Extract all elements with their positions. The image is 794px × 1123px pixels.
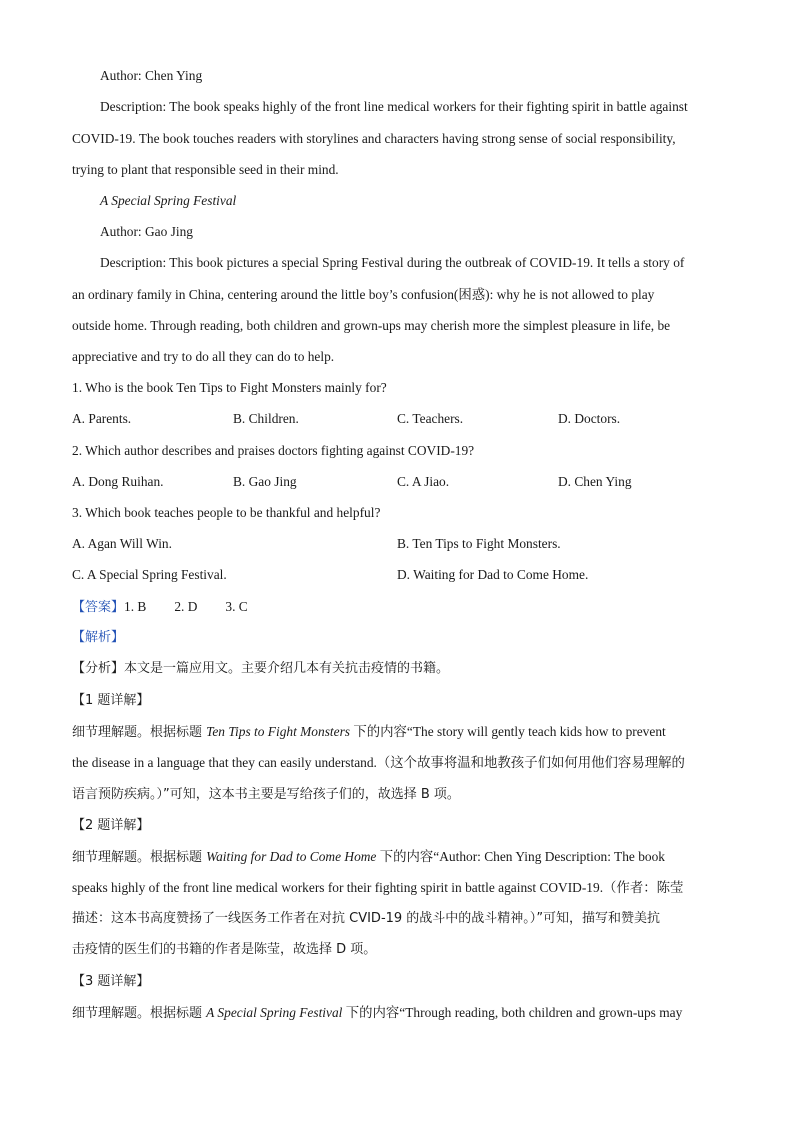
q3-option-d: D. Waiting for Dad to Come Home. [397,567,589,582]
q1-option-d: D. Doctors. [558,411,621,426]
q1-detail-heading: 【1 题详解】 [72,693,150,708]
book3-desc-line-4: appreciative and try to do all they can do to help. [72,349,335,364]
q2-option-d: D. Chen Ying [558,474,632,489]
q1-detail-intro: 细节理解题。根据标题 [72,725,207,740]
book2-desc-line-1: Description: The book speaks highly of the front line medical workers for their fighting spirit in battle against [100,99,688,114]
q1-detail-line-1 [72,723,666,742]
book3-title: A Special Spring Festival [100,193,237,208]
question-2-stem: 2. Which author describes and praises doctors fighting against COVID-19? [72,443,475,458]
question-1-stem: 1. Who is the book Ten Tips to Fight Monsters mainly for? [72,380,387,395]
answer-2: 2. D [174,599,198,614]
summary-line [72,660,449,678]
q3-detail-line-1 [72,1004,682,1023]
q1-detail-line-2: the disease in a language that they can easily understand.（这个故事将温和地教孩子们如何用他们容易理解的 [72,755,685,770]
q1-detail-book-title: Ten Tips to Fight Monsters [206,724,350,739]
q2-detail-book-title: Waiting for Dad to Come Home [206,849,377,864]
answer-line [72,598,248,617]
q2-detail-line-1 [72,848,665,867]
q1-detail-quote-start: 下的内容“The story will gently teach kids how to prevent [350,724,666,739]
q3-option-a: A. Agan Will Win. [72,536,172,551]
answer-label: 【答案】 [72,600,125,615]
summary-text: 本文是一篇应用文。主要介绍几本有关抗击疫情的书籍。 [124,661,450,676]
q3-option-c: C. A Special Spring Festival. [72,567,227,582]
q2-detail-quote-start: 下的内容“Author: Chen Ying Description: The book [376,849,665,864]
q3-option-b: B. Ten Tips to Fight Monsters. [397,536,561,551]
q2-detail-heading: 【2 题详解】 [72,818,150,833]
book2-desc-line-3: trying to plant that responsible seed in their mind. [72,162,339,177]
q2-option-c: C. A Jiao. [397,474,450,489]
q1-option-a: A. Parents. [72,411,132,426]
q3-detail-intro: 细节理解题。根据标题 [72,1006,207,1021]
q2-detail-line-4: 击疫情的医生们的书籍的作者是陈莹，故选择 D 项。 [72,942,377,957]
q2-detail-intro: 细节理解题。根据标题 [72,850,207,865]
q2-detail-line-3: 描述：这本书高度赞扬了一线医务工作者在对抗 CVID-19 的战斗中的战斗精神。）”可知，描写和赞美抗 [72,911,661,926]
analysis-label: 【解析】 [72,630,125,645]
q1-option-b: B. Children. [233,411,299,426]
answer-1: 1. B [124,599,147,614]
q2-option-b: B. Gao Jing [233,474,297,489]
book3-desc-line-3: outside home. Through reading, both children and grown-ups may cherish more the simplest pleasure in life, be [72,318,671,333]
book3-desc-line-2: an ordinary family in China, centering around the little boy’s confusion(困惑): why he is not allowed to play [72,287,655,302]
q3-detail-quote-start: 下的内容“Through reading, both children and grown-ups may [342,1005,683,1020]
q1-option-c: C. Teachers. [397,411,464,426]
book3-desc-line-1: Description: This book pictures a special Spring Festival during the outbreak of COVID-19. It tells a story of [100,255,685,270]
q1-detail-line-3: 语言预防疾病。）”可知，这本书主要是写给孩子们的，故选择 B 项。 [72,787,460,802]
q3-detail-heading: 【3 题详解】 [72,974,150,989]
question-3-stem: 3. Which book teaches people to be thankful and helpful? [72,505,381,520]
summary-label: 【分析】 [72,661,125,676]
book2-desc-line-2: COVID-19. The book touches readers with storylines and characters having strong sense of social responsibility, [72,131,676,146]
book2-author: Author: Chen Ying [100,68,203,83]
answer-3: 3. C [225,599,248,614]
book3-author: Author: Gao Jing [100,224,193,239]
q3-detail-book-title: A Special Spring Festival [206,1005,343,1020]
q2-detail-line-2: speaks highly of the front line medical workers for their fighting spirit in battle against COVID-19.（作者：陈莹 [72,880,684,895]
q2-option-a: A. Dong Ruihan. [72,474,164,489]
